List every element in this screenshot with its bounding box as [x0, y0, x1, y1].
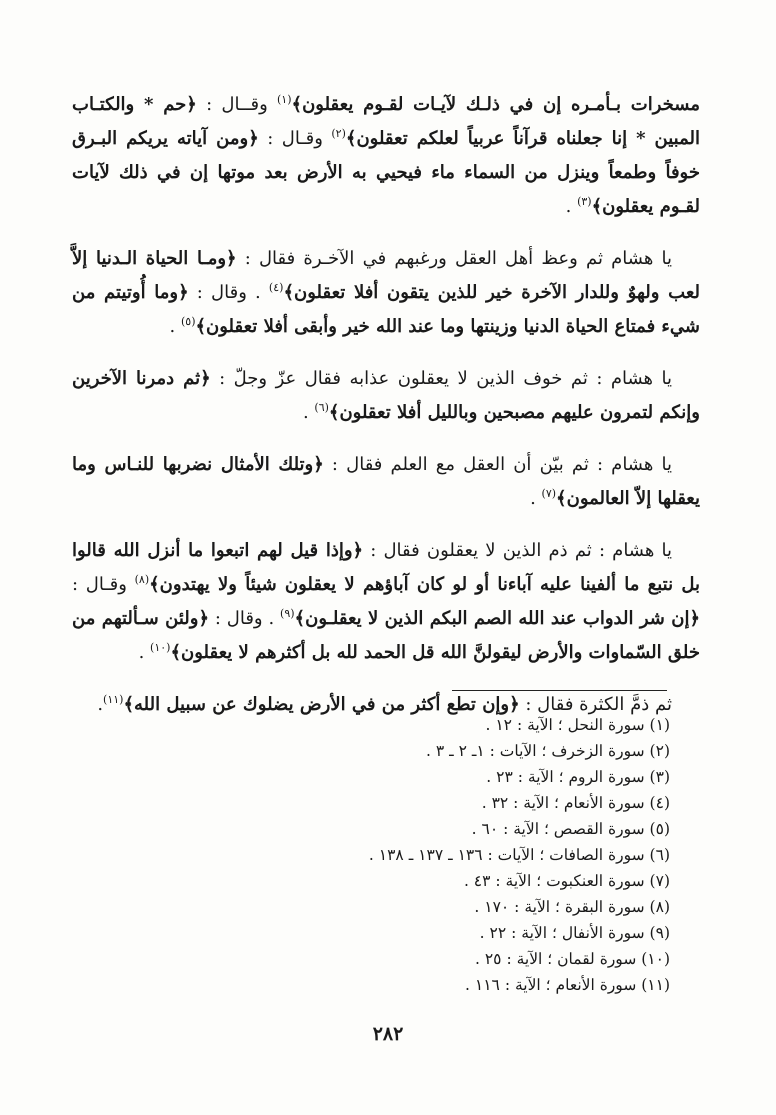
- prose-text: .: [138, 642, 151, 663]
- footnote-divider: [452, 690, 667, 691]
- paragraph: [72, 534, 700, 670]
- paragraph: [72, 362, 700, 430]
- page-number: ٢٨٢: [372, 1023, 404, 1045]
- footnote-ref: (١٠): [150, 641, 171, 654]
- footnote-ref: (٦): [314, 401, 329, 414]
- footnote: (٧) سورة العنكبوت ؛ الآية : ٤٣ .: [463, 872, 670, 890]
- prose-text: .: [97, 694, 104, 715]
- quran-quote: ﴿وتلك الأمثال نضربها للنـاس وما يعقلها إلاّ العالمون﴾: [72, 454, 700, 509]
- prose-text: .: [169, 316, 181, 337]
- prose-text: . وقال :: [209, 608, 281, 629]
- footnote: (١) سورة النحل ؛ الآية : ١٢ .: [485, 716, 670, 734]
- quran-quote: ﴿ثم دمرنا الآخرين وإنكم لتمرون عليهم مصبحين وبالليل أفلا تعقلون﴾: [72, 368, 700, 423]
- paragraph: [72, 448, 700, 516]
- body-text: [72, 88, 700, 740]
- prose-text: يا هشام ثم وعظ أهل العقل ورغبهم في الآخـرة فقال :: [236, 248, 672, 269]
- footnote-ref: (٤): [268, 281, 284, 294]
- prose-text: .: [530, 488, 542, 509]
- footnote: (٥) سورة القصص ؛ الآية : ٦٠ .: [471, 820, 670, 838]
- prose-text: .: [565, 196, 578, 217]
- footnote: (١٠) سورة لقمان ؛ الآية : ٢٥ .: [475, 950, 670, 968]
- footnote-ref: (٩): [280, 607, 295, 620]
- footnote-ref: (٨): [134, 573, 150, 586]
- footnote: (٤) سورة الأنعام ؛ الآية : ٣٢ .: [481, 794, 670, 812]
- quran-quote: ﴿ومن آياته يريكم البـرق خوفاً وطمعاً وينزل من السماء ماء فيحيي به الأرض بعد موتها إن في ذلك لآيات لقـوم يعقلون﴾: [72, 128, 700, 217]
- quran-quote: ﴿ومـا الحياة الـدنيا إلاَّ لعب ولهوٌ وللدار الآخرة خير للذين يتقون أفلا تعقلون﴾: [72, 248, 700, 303]
- prose-text: وقـال :: [258, 128, 332, 149]
- prose-text: وقــال :: [196, 94, 277, 115]
- quran-quote: ﴿إن شر الدواب عند الله الصم البكم الذين لا يعقلـون﴾: [294, 608, 700, 629]
- prose-text: .: [302, 402, 315, 423]
- footnote: (١١) سورة الأنعام ؛ الآية : ١١٦ .: [465, 976, 670, 994]
- footnote: (٨) سورة البقرة ؛ الآية : ١٧٠ .: [474, 898, 670, 916]
- prose-text: وقـال :: [72, 574, 135, 595]
- footnote: (٩) سورة الأنفال ؛ الآية : ٢٢ .: [479, 924, 670, 942]
- paragraph: [72, 242, 700, 344]
- prose-text: ثم ذمَّ الكثرة فقال :: [519, 694, 672, 715]
- prose-text: يا هشام : ثم ذم الذين لا يعقلون فقال :: [363, 540, 672, 561]
- footnote: (٦) سورة الصافات ؛ الآيات : ١٣٦ ـ ١٣٧ ـ ١٣٨ .: [368, 846, 670, 864]
- quran-quote: ﴿وإذا قيل لهم اتبعوا ما أنزل الله قالوا بل نتبع ما ألفينا عليه آباءنا أو لو كان آباؤهم لا يعقلون شيئاً ولا يهتدون﴾: [72, 540, 700, 595]
- quran-quote: ﴿وما أُوتيتم من شيء فمتاع الحياة الدنيا وزينتها وما عند الله خير وأبقى أفلا تعقلون﴾: [72, 282, 700, 337]
- quran-quote: ﴿ولئن سـألتهم من خلق السّماوات والأرض ليقولنَّ الله قل الحمد لله بل أكثرهم لا يعقلون﴾: [72, 608, 700, 663]
- paragraph: [72, 88, 700, 224]
- quran-quote: ﴿وإن تطع أكثر من في الأرض يضلوك عن سبيل الله﴾: [123, 694, 520, 715]
- footnote-ref: (١): [277, 93, 292, 106]
- prose-text: يا هشام : ثم خوف الذين لا يعقلون عذابه فقال عزّ وجلّ :: [210, 368, 672, 389]
- quran-quote: مسخرات بـأمـره إن في ذلـك لآيـات لقـوم يعقلون﴾: [291, 94, 700, 115]
- quran-quote: ﴿حم * والكتـاب المبين * إنا جعلناه قرآناً عربياً لعلكم تعقلون﴾: [72, 94, 700, 149]
- footnote-ref: (٣): [577, 195, 592, 208]
- footnotes-list: [110, 712, 670, 998]
- footnote-ref: (١١): [103, 693, 124, 706]
- footnote-ref: (٧): [541, 487, 557, 500]
- footnote: (٢) سورة الزخرف ؛ الآيات : ١ـ ٢ ـ ٣ .: [425, 742, 670, 760]
- prose-text: يا هشام : ثم بيّن أن العقل مع العلم فقال :: [323, 454, 672, 475]
- prose-text: . وقال :: [188, 282, 269, 303]
- footnote-ref: (٥): [180, 315, 196, 328]
- footnote-ref: (٢): [331, 127, 346, 140]
- footnote: (٣) سورة الروم ؛ الآية : ٢٣ .: [486, 768, 670, 786]
